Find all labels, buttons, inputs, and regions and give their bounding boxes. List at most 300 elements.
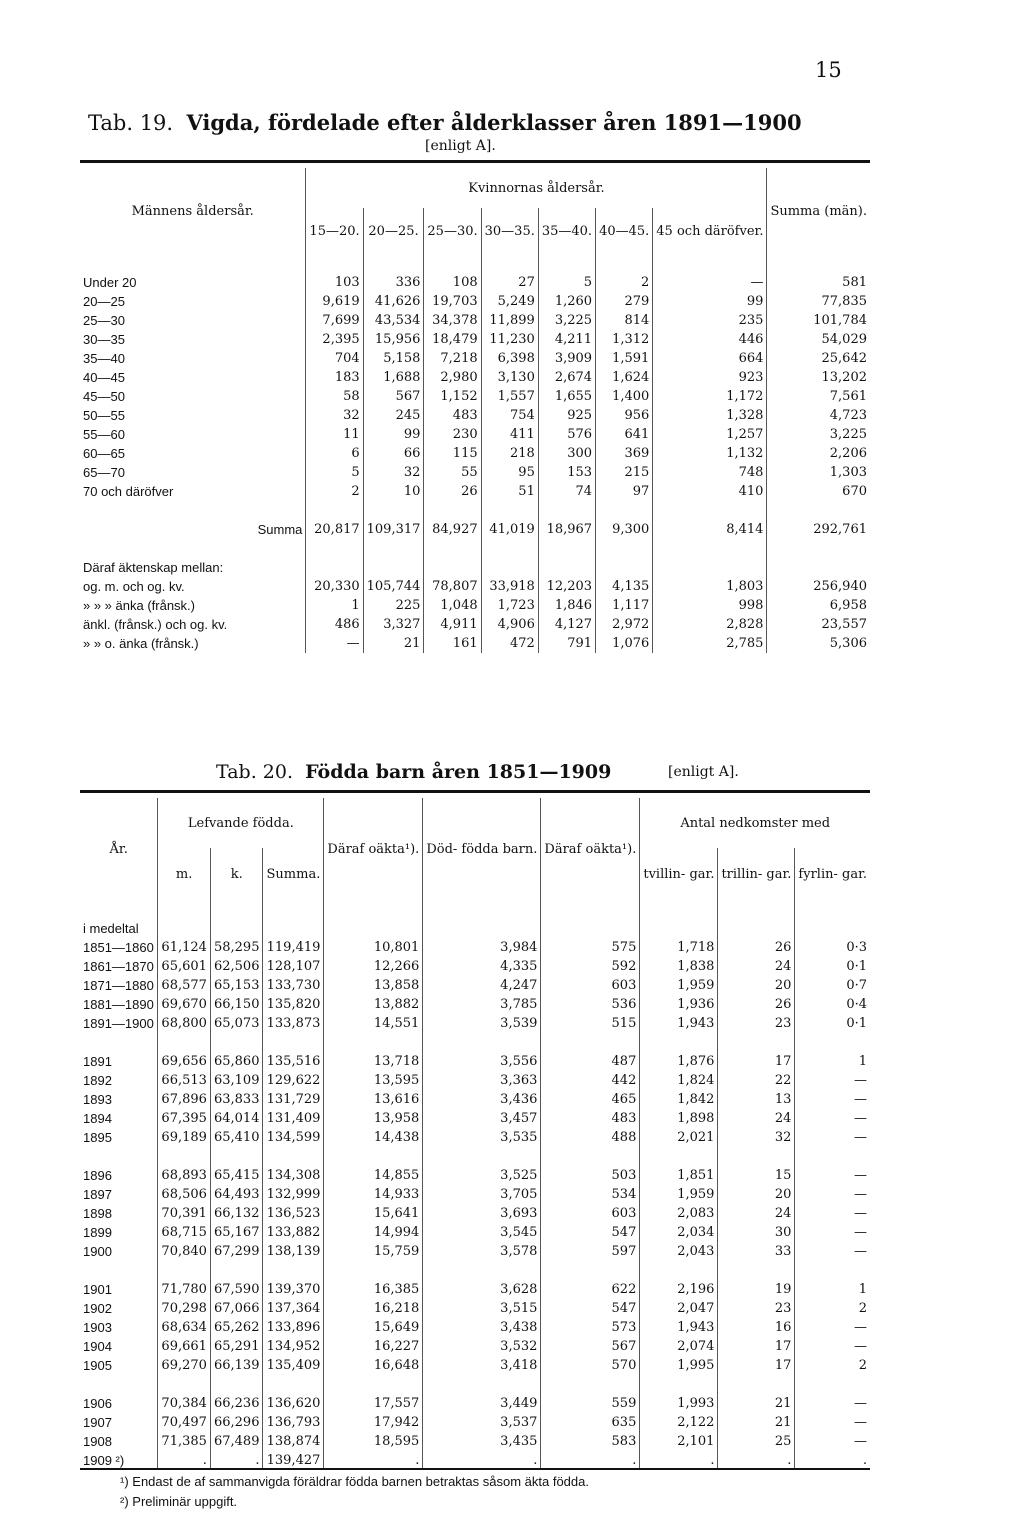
year-label: 1891—1900 [80,1014,158,1033]
value-cell: 748 [653,463,767,482]
table20-row [80,1394,870,1413]
value-cell: 1 [306,596,363,615]
value-cell: 2 [858,1301,867,1316]
empty-cell [363,558,424,577]
value-cell: 64,014 [210,1109,263,1128]
value-cell: 1,876 [640,1052,718,1071]
spacer-cell [324,1375,423,1394]
value-cell: 1,959 [640,1185,718,1204]
spacer-cell [541,1033,640,1052]
spacer-cell [423,1147,541,1166]
value-cell: 6 [306,444,363,463]
value-cell: 95 [481,463,538,482]
value-cell: 68,634 [158,1318,211,1337]
table20-row [80,1185,870,1204]
table19-label: Tab. 19. [88,111,174,135]
value-cell: 1,117 [596,596,653,615]
value-cell: 69,661 [158,1337,211,1356]
spacer-cell [541,1147,640,1166]
value-cell: 51 [481,482,538,501]
value-cell: 69,670 [158,995,211,1014]
value-cell: 128,107 [263,957,324,976]
value-cell: 442 [541,1071,640,1090]
value-cell: 1,723 [481,596,538,615]
value-cell: 534 [541,1185,640,1204]
value-cell: 2,674 [538,368,595,387]
spacer-row [80,501,870,520]
value-cell: 664 [653,349,767,368]
empty-cell [541,919,640,938]
marriage-heading-row [80,558,870,577]
summa-label: Summa [80,520,306,539]
value-cell: 235 [653,311,767,330]
value-cell: 3,130 [481,368,538,387]
table20-row [80,1432,870,1451]
spacer-cell [263,1261,324,1280]
value-cell: 34,378 [424,311,481,330]
value-cell: 483 [424,406,481,425]
marriage-row [80,634,870,653]
value-cell: 16,218 [324,1299,423,1318]
spacer-cell [640,1375,718,1394]
value-cell: 13,595 [324,1071,423,1090]
value-cell: 2,196 [640,1280,718,1299]
value-cell: 15,641 [324,1204,423,1223]
value-cell: 567 [541,1337,640,1356]
row-label: 40—45 [80,368,306,387]
value-cell: 133,730 [263,976,324,995]
value-cell: 0·1 [846,1016,867,1031]
value-cell: 1,851 [640,1166,718,1185]
value-cell: 17,557 [324,1394,423,1413]
value-cell: 5 [538,273,595,292]
value-cell: 13,882 [324,995,423,1014]
value-cell: 61,124 [158,938,211,957]
spacer-row [80,254,870,273]
row-label: Under 20 [80,273,306,292]
value-cell: 71,780 [158,1280,211,1299]
value-cell: 70,298 [158,1299,211,1318]
value-cell: 3,436 [423,1090,541,1109]
spacer-cell [795,1033,870,1052]
value-cell: 230 [424,425,481,444]
value-cell: 4,211 [538,330,595,349]
empty-cell [767,558,870,577]
value-cell: 0·1 [846,959,867,974]
spacer-cell [767,539,870,558]
value-cell: 13,616 [324,1090,423,1109]
table19-top-rule [80,160,870,163]
value-cell: 65,291 [210,1337,263,1356]
footnote-1: ¹) Endast de af sammanvigda föräldrar födda barnen betraktas såsom äkta födda. [120,1474,589,1489]
value-cell: 17 [718,1052,795,1071]
year-label: 1892 [80,1071,158,1090]
value-cell: 68,506 [158,1185,211,1204]
average-label: i medeltal [80,919,158,938]
value-cell: . [210,1451,263,1470]
year-label: 1893 [80,1090,158,1109]
value-cell: 13,202 [821,370,867,385]
value-cell: 754 [481,406,538,425]
value-cell: . [640,1451,718,1470]
value-cell: 58 [306,387,363,406]
value-cell: 66 [363,444,424,463]
value-cell: 21 [718,1394,795,1413]
spacer-cell [210,1375,263,1394]
year-label: 1907 [80,1413,158,1432]
value-cell: 1,898 [640,1109,718,1128]
table20 [80,798,870,1470]
value-cell: 603 [541,976,640,995]
spacer-cell [210,1147,263,1166]
table20-row [80,1242,870,1261]
table20-row [80,1356,870,1375]
value-cell: 134,308 [263,1166,324,1185]
spacer-cell [423,1033,541,1052]
value-cell: 66,150 [210,995,263,1014]
value-cell: 583 [541,1432,640,1451]
row-label: 45—50 [80,387,306,406]
value-cell: 4,906 [481,615,538,634]
year-label: 1903 [80,1318,158,1337]
summa-cell: 9,300 [596,520,653,539]
value-cell: 10 [363,482,424,501]
value-cell: 1,718 [640,938,718,957]
spacer-cell [210,900,263,919]
value-cell: 2,101 [640,1432,718,1451]
value-cell: 70,840 [158,1242,211,1261]
table20-title: Födda barn åren 1851—1909 [305,761,612,783]
table19-row [80,425,870,444]
value-cell: 1,257 [653,425,767,444]
value-cell: 24 [718,1109,795,1128]
value-cell: 15 [718,1166,795,1185]
value-cell: — [854,1225,867,1240]
value-cell: 65,153 [210,976,263,995]
value-cell: 119,419 [263,938,324,957]
value-cell: 32 [363,463,424,482]
value-cell: 11,230 [481,330,538,349]
year-label: 1899 [80,1223,158,1242]
value-cell: 66,139 [210,1356,263,1375]
spacer-cell [80,501,306,520]
value-cell: 26 [718,995,795,1014]
spacer-cell [424,254,481,273]
value-cell: 576 [538,425,595,444]
value-cell: 70,391 [158,1204,211,1223]
value-cell: 597 [541,1242,640,1261]
value-cell: — [854,1111,867,1126]
value-cell: 138,874 [263,1432,324,1451]
value-cell: 68,715 [158,1223,211,1242]
spacer-cell [653,254,767,273]
value-cell: 3,515 [423,1299,541,1318]
value-cell: 1,048 [424,596,481,615]
value-cell: 3,435 [423,1432,541,1451]
table20-row [80,1223,870,1242]
value-cell: 814 [596,311,653,330]
table20-row [80,1280,870,1299]
value-cell: 0·7 [846,978,867,993]
value-cell: 3,628 [423,1280,541,1299]
value-cell: — [854,1073,867,1088]
table20-label: Tab. 20. [216,761,293,783]
value-cell: 14,994 [324,1223,423,1242]
table20-bottom-rule [80,1468,870,1470]
value-cell: 465 [541,1090,640,1109]
year-label: 1909 ²) [80,1451,158,1470]
value-cell: 133,896 [263,1318,324,1337]
table19-row [80,330,870,349]
table19-row [80,349,870,368]
summa-cell: 84,927 [424,520,481,539]
value-cell: — [854,1168,867,1183]
value-cell: 67,590 [210,1280,263,1299]
row-label: 55—60 [80,425,306,444]
footnote-2: ²) Preliminär uppgift. [120,1494,238,1509]
table20-row [80,1204,870,1223]
value-cell: 135,409 [263,1356,324,1375]
value-cell: 488 [541,1128,640,1147]
table20-row [80,1071,870,1090]
value-cell: 4,135 [596,577,653,596]
value-cell: 67,299 [210,1242,263,1261]
value-cell: 15,649 [324,1318,423,1337]
value-cell: 14,551 [324,1014,423,1033]
spacer-cell [158,900,211,919]
empty-cell [158,919,211,938]
spacer-cell [767,501,870,520]
value-cell: 12,203 [538,577,595,596]
value-cell: 135,516 [263,1052,324,1071]
value-cell: 1,303 [829,465,867,480]
value-cell: 3,418 [423,1356,541,1375]
value-cell: 23,557 [821,617,867,632]
table19-row [80,273,870,292]
value-cell: 279 [596,292,653,311]
value-cell: 1,842 [640,1090,718,1109]
value-cell: . [423,1451,541,1470]
spacer-cell [538,539,595,558]
value-cell: 570 [541,1356,640,1375]
table20-row [80,1090,870,1109]
value-cell: 503 [541,1166,640,1185]
spacer-cell [80,1033,158,1052]
value-cell: 134,952 [263,1337,324,1356]
spacer-row [80,1033,870,1052]
summa-cell: 18,967 [538,520,595,539]
value-cell: 13,858 [324,976,423,995]
value-cell: 472 [481,634,538,653]
value-cell: 65,415 [210,1166,263,1185]
value-cell: 131,729 [263,1090,324,1109]
value-cell: 567 [363,387,424,406]
twins-header: tvillin- gar. [640,848,718,900]
value-cell: 1,803 [653,577,767,596]
value-cell: 20 [718,976,795,995]
value-cell: 1 [858,1054,867,1069]
value-cell: 43,534 [363,311,424,330]
row-label: 25—30 [80,311,306,330]
value-cell: 9,619 [306,292,363,311]
spacer-cell [423,1375,541,1394]
value-cell: 487 [541,1052,640,1071]
empty-cell [795,919,870,938]
value-cell: — [854,1339,867,1354]
summa-cell: 109,317 [363,520,424,539]
table20-heading [216,761,611,783]
value-cell: 21 [718,1413,795,1432]
value-cell: 791 [538,634,595,653]
empty-cell [718,919,795,938]
value-cell: 97 [596,482,653,501]
value-cell: 19 [718,1280,795,1299]
spacer-cell [718,1375,795,1394]
value-cell: 65,410 [210,1128,263,1147]
value-cell: 14,855 [324,1166,423,1185]
value-cell: — [854,1320,867,1335]
legit-header: Däraf oäkta¹). [324,798,423,900]
value-cell: 1,943 [640,1014,718,1033]
spacer-cell [640,1147,718,1166]
value-cell: 66,296 [210,1413,263,1432]
spacer-cell [263,1033,324,1052]
table20-row [80,1109,870,1128]
value-cell: 1,936 [640,995,718,1014]
value-cell: 3,225 [538,311,595,330]
spacer-cell [538,254,595,273]
value-cell: 25 [718,1432,795,1451]
value-cell: 133,882 [263,1223,324,1242]
value-cell: 14,438 [324,1128,423,1147]
spacer-cell [424,539,481,558]
average-heading-row [80,919,870,938]
value-cell: 1,400 [596,387,653,406]
year-label: 1896 [80,1166,158,1185]
value-cell: 12,266 [324,957,423,976]
year-label: 1906 [80,1394,158,1413]
year-label: 1900 [80,1242,158,1261]
value-cell: 1,557 [481,387,538,406]
value-cell: 70,497 [158,1413,211,1432]
spacer-row [80,1375,870,1394]
value-cell: 132,999 [263,1185,324,1204]
year-label: 1894 [80,1109,158,1128]
value-cell: — [854,1206,867,1221]
row-label: 65—70 [80,463,306,482]
value-cell: 1,824 [640,1071,718,1090]
spacer-cell [481,539,538,558]
table20-row [80,1337,870,1356]
year-label: 1881—1890 [80,995,158,1014]
live-births-header: Lefvande födda. [158,798,324,848]
women-age-col-1: 20—25. [363,208,424,254]
value-cell: 515 [541,1014,640,1033]
value-cell: 30 [718,1223,795,1242]
year-label: 1851—1860 [80,938,158,957]
value-cell: 2,395 [306,330,363,349]
spacer-cell [363,254,424,273]
value-cell: 1,993 [640,1394,718,1413]
value-cell: 69,656 [158,1052,211,1071]
empty-cell [596,558,653,577]
value-cell: . [324,1451,423,1470]
spacer-cell [263,1147,324,1166]
table20-row [80,938,870,957]
value-cell: 18,479 [424,330,481,349]
table19-row [80,444,870,463]
table19-summa-row [80,520,870,539]
male-header: m. [158,848,211,900]
value-cell: 108 [424,273,481,292]
value-cell: 1,132 [653,444,767,463]
value-cell: . [158,1451,211,1470]
empty-cell [263,919,324,938]
spacer-cell [80,1261,158,1280]
spacer-row [80,1261,870,1280]
row-label: og. m. och og. kv. [80,577,306,596]
spacer-cell [423,900,541,919]
value-cell: 24 [718,957,795,976]
year-label: 1861—1870 [80,957,158,976]
year-label: 1898 [80,1204,158,1223]
spacer-cell [80,900,158,919]
spacer-cell [363,501,424,520]
value-cell: 67,066 [210,1299,263,1318]
spacer-cell [653,501,767,520]
spacer-cell [640,900,718,919]
value-cell: 129,622 [263,1071,324,1090]
value-cell: 956 [596,406,653,425]
row-label: 70 och däröfver [80,482,306,501]
value-cell: 131,409 [263,1109,324,1128]
value-cell: 998 [653,596,767,615]
row-label: 35—40 [80,349,306,368]
value-cell: 3,438 [423,1318,541,1337]
spacer-cell [158,1261,211,1280]
spacer-cell [306,254,363,273]
year-label: 1908 [80,1432,158,1451]
empty-cell [424,558,481,577]
value-cell: — [854,1396,867,1411]
value-cell: 70,384 [158,1394,211,1413]
value-cell: 215 [596,463,653,482]
value-cell: — [854,1244,867,1259]
value-cell: 369 [596,444,653,463]
women-age-col-2: 25—30. [424,208,481,254]
value-cell: 575 [541,938,640,957]
value-cell: 19,703 [424,292,481,311]
value-cell: 6,398 [481,349,538,368]
value-cell: — [653,273,767,292]
table19-row [80,406,870,425]
value-cell: 1,076 [596,634,653,653]
value-cell: 65,262 [210,1318,263,1337]
value-cell: 704 [306,349,363,368]
value-cell: 1,172 [653,387,767,406]
table20-row [80,976,870,995]
year-header: År. [80,798,158,900]
value-cell: 3,909 [538,349,595,368]
value-cell: 7,699 [306,311,363,330]
value-cell: 1,260 [538,292,595,311]
spacer-cell [538,501,595,520]
value-cell: 69,189 [158,1128,211,1147]
value-cell: 161 [424,634,481,653]
female-header: k. [210,848,263,900]
table20-row [80,1166,870,1185]
table19-row [80,368,870,387]
